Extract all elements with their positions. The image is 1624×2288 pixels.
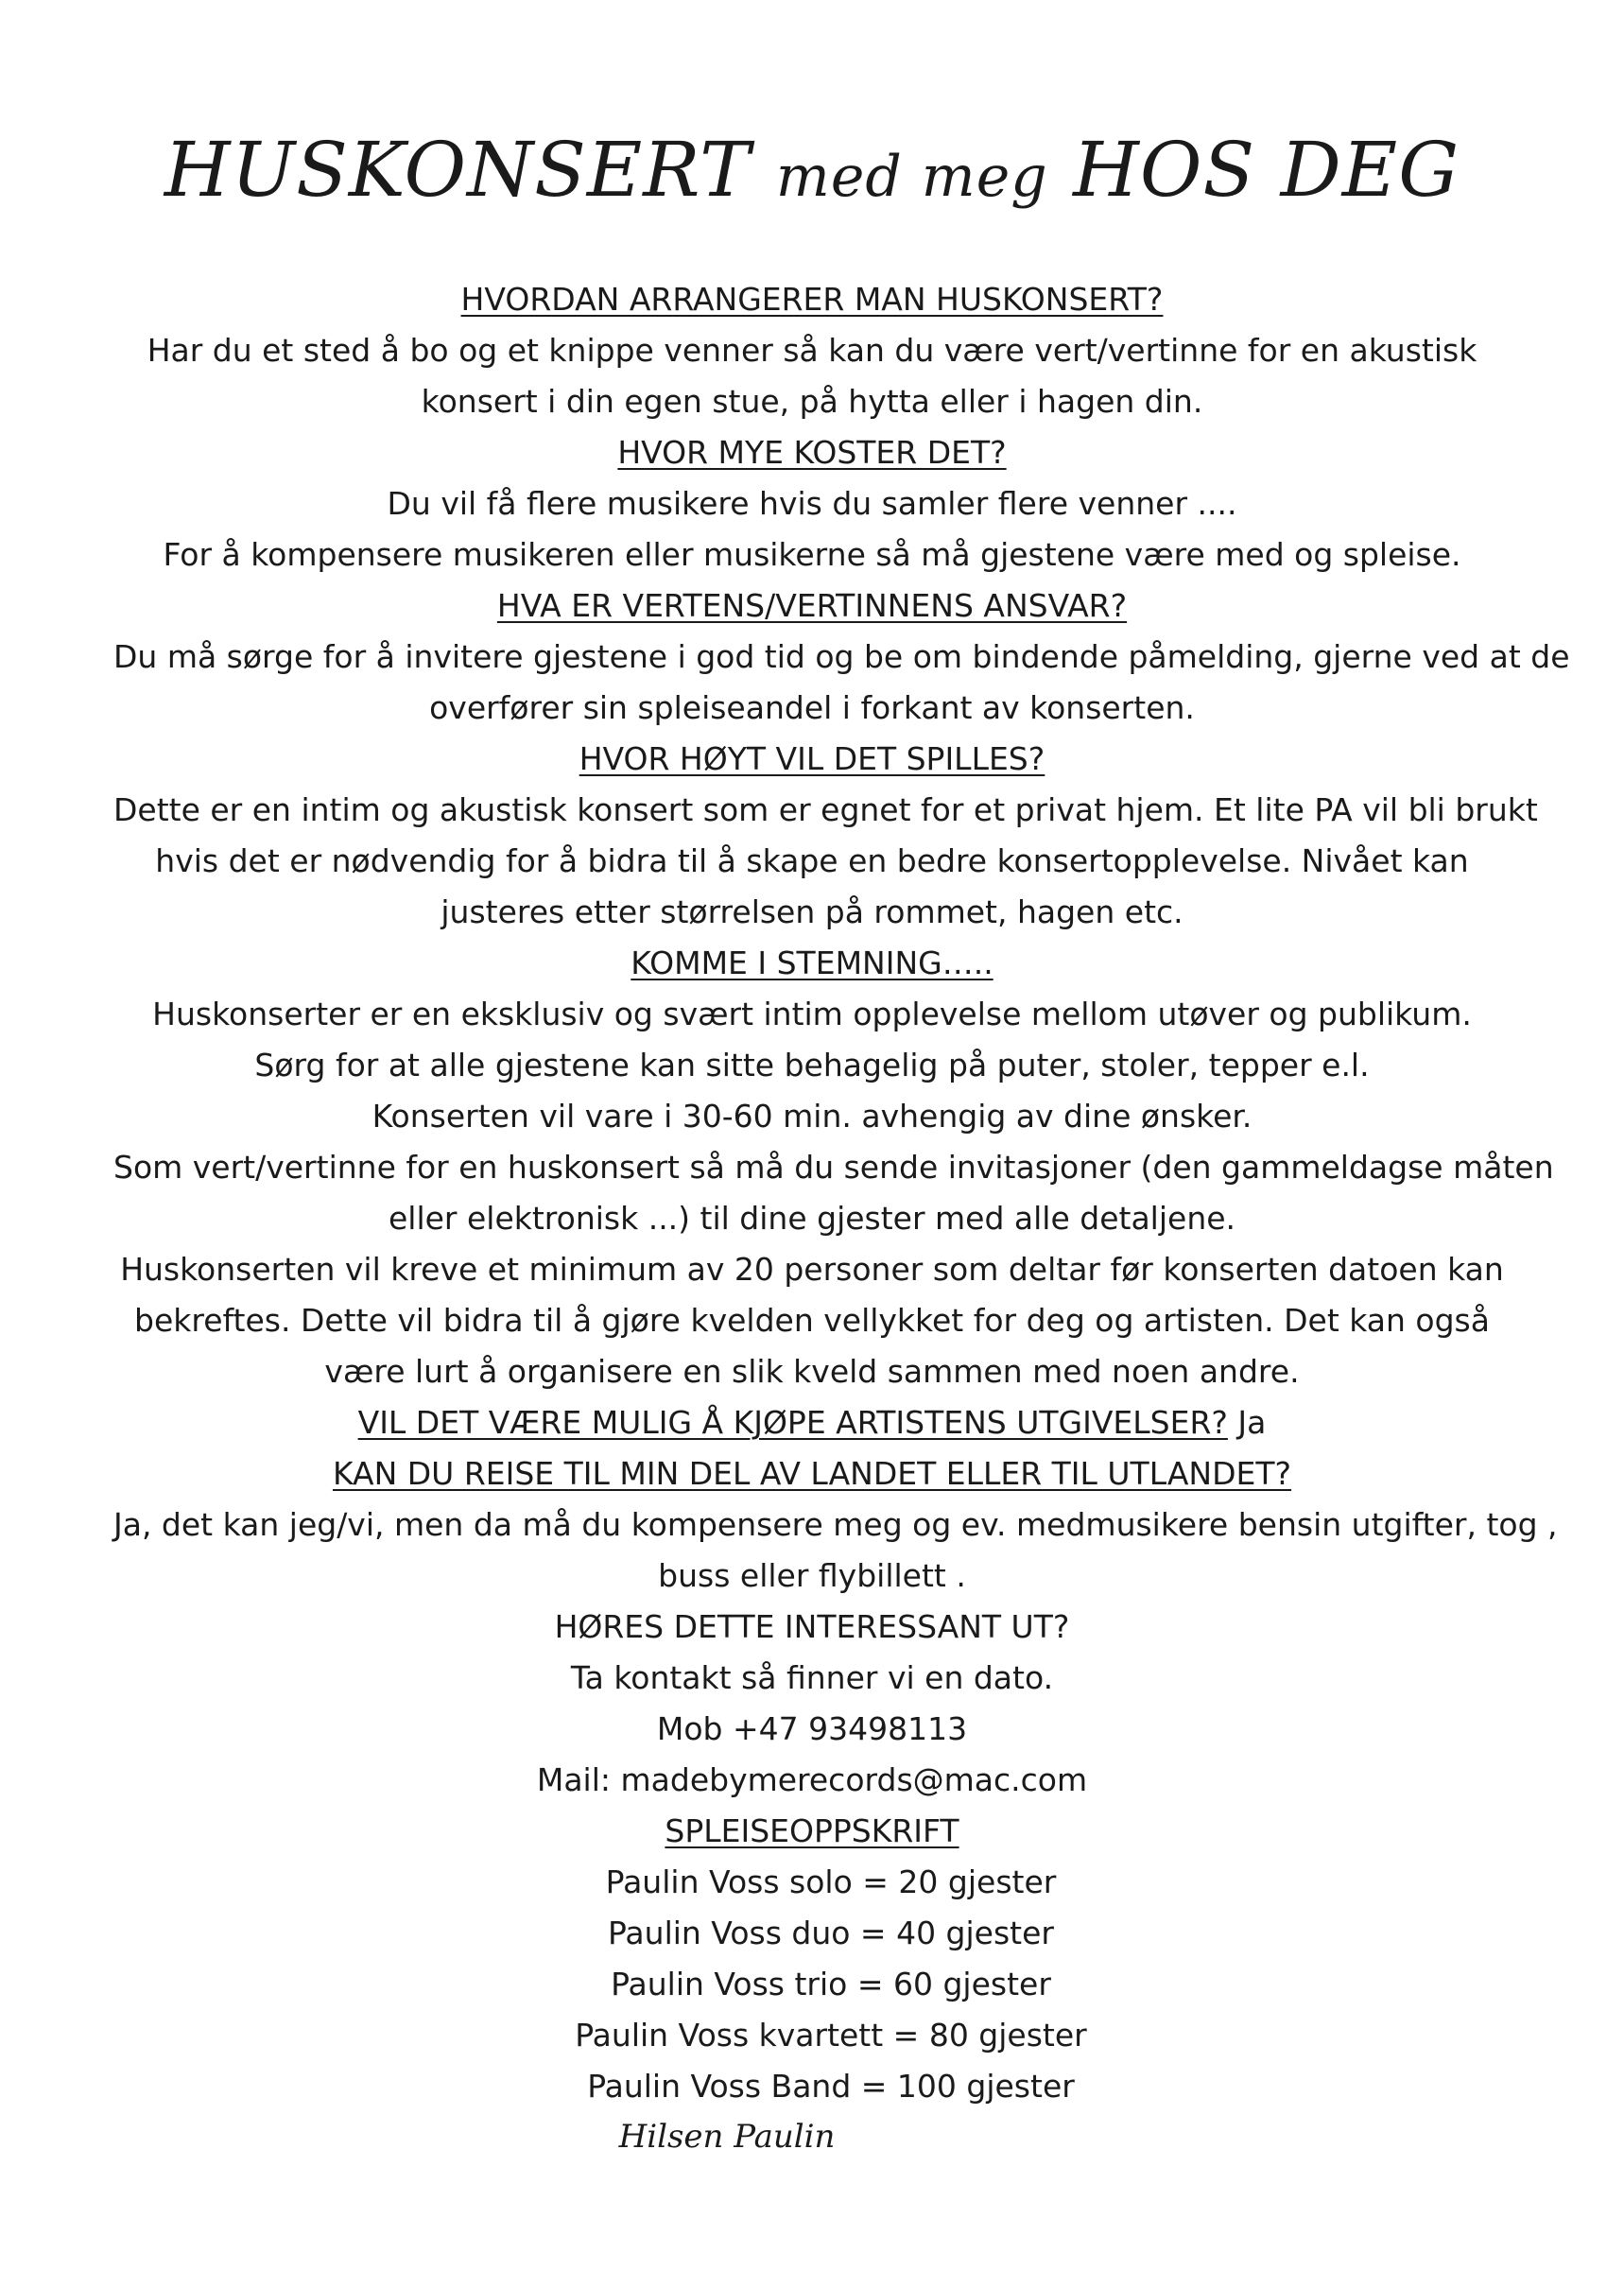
email-address: Mail: madebymerecords@mac.com: [536, 1761, 1088, 1798]
question-heading: KAN DU REISE TIL MIN DEL AV LANDET ELLER TIL UTLANDET?: [332, 1455, 1292, 1492]
answer-line: eller elektronisk ...) til dine gjester med alle detaljene.: [388, 1200, 1236, 1237]
answer-line: konsert i din egen stue, på hytta eller i hagen din.: [421, 383, 1203, 420]
interest-question: HØRES DETTE INTERESSANT UT?: [554, 1608, 1070, 1645]
question-heading: VIL DET VÆRE MULIG Å KJØPE ARTISTENS UTGIVELSER?: [357, 1404, 1228, 1441]
answer-line: For å kompensere musikeren eller musikerne så må gjestene være med og spleise.: [163, 536, 1461, 573]
answer-line: justeres etter størrelsen på rommet, hagen etc.: [441, 893, 1183, 930]
recipe-item: Paulin Voss duo = 40 gjester: [608, 1915, 1054, 1951]
question-heading: HVOR HØYT VIL DET SPILLES?: [579, 740, 1045, 777]
answer-line: Ja, det kan jeg/vi, men da må du kompensere meg og ev. medmusikere bensin utgifter, tog ,: [113, 1506, 1558, 1543]
recipe-item: Paulin Voss solo = 20 gjester: [605, 1863, 1057, 1900]
content-body: [113, 274, 1570, 2112]
answer-line: hvis det er nødvendig for å bidra til å skape en bedre konsertopplevelse. Nivået kan: [155, 842, 1469, 879]
answer-line: Har du et sted å bo og et knippe venner så kan du være vert/vertinne for en akustisk: [147, 332, 1477, 369]
recipe-item: Paulin Voss trio = 60 gjester: [611, 1966, 1051, 2002]
question-heading: KOMME I STEMNING…..: [631, 945, 993, 981]
answer-line: buss eller flybillett .: [658, 1557, 966, 1594]
contact-prompt: Ta kontakt så finner vi en dato.: [570, 1659, 1054, 1696]
answer-line: Huskonserten vil kreve et minimum av 20 personer som deltar før konserten datoen kan: [120, 1251, 1504, 1288]
question-heading: HVOR MYE KOSTER DET?: [617, 434, 1007, 471]
recipe-item: Paulin Voss Band = 100 gjester: [587, 2068, 1075, 2105]
title-part-1: HUSKONSERT: [164, 126, 752, 214]
answer-line: Som vert/vertinne for en huskonsert så må du sende invitasjoner (den gammeldagse måten: [113, 1149, 1554, 1186]
answer-line: bekreftes. Dette vil bidra til å gjøre kvelden vellykket for deg og artisten. Det kan også: [134, 1302, 1490, 1339]
answer-line: Konserten vil vare i 30-60 min. avhengig av dine ønsker.: [371, 1098, 1253, 1135]
mobile-number: Mob +47 93498113: [656, 1710, 968, 1747]
recipe-heading: SPLEISEOPPSKRIFT: [665, 1812, 959, 1849]
answer-line: Sørg for at alle gjestene kan sitte behagelig på puter, stoler, tepper e.l.: [254, 1047, 1370, 1083]
title-part-3: HOS DEG: [1073, 126, 1460, 214]
answer-line: være lurt å organisere en slik kveld sammen med noen andre.: [324, 1353, 1300, 1390]
answer-line: overfører sin spleiseandel i forkant av konserten.: [429, 689, 1195, 726]
recipe-item: Paulin Voss kvartett = 80 gjester: [575, 2017, 1087, 2054]
question-heading: HVORDAN ARRANGERER MAN HUSKONSERT?: [460, 281, 1164, 318]
answer-line: Dette er en intim og akustisk konsert som er egnet for et privat hjem. Et lite PA vil bli brukt: [113, 791, 1538, 828]
signature-text: Hilsen Paulin: [618, 2118, 836, 2156]
signature: [0, 2118, 1624, 2156]
recipe-list: [113, 1857, 1511, 2112]
answer-line: Huskonserter er en eksklusiv og svært intim opplevelse mellom utøver og publikum.: [152, 996, 1472, 1032]
page-title: [0, 126, 1624, 214]
question-heading: HVA ER VERTENS/VERTINNENS ANSVAR?: [496, 587, 1128, 624]
releases-question-line: [113, 1397, 1511, 1448]
answer-line: Du må sørge for å invitere gjestene i god tid og be om bindende påmelding, gjerne ved at de: [113, 638, 1570, 675]
answer-inline: Ja: [1237, 1404, 1267, 1441]
title-part-2: med meg: [775, 144, 1048, 210]
answer-line: Du vil få flere musikere hvis du samler flere venner ....: [387, 485, 1237, 522]
